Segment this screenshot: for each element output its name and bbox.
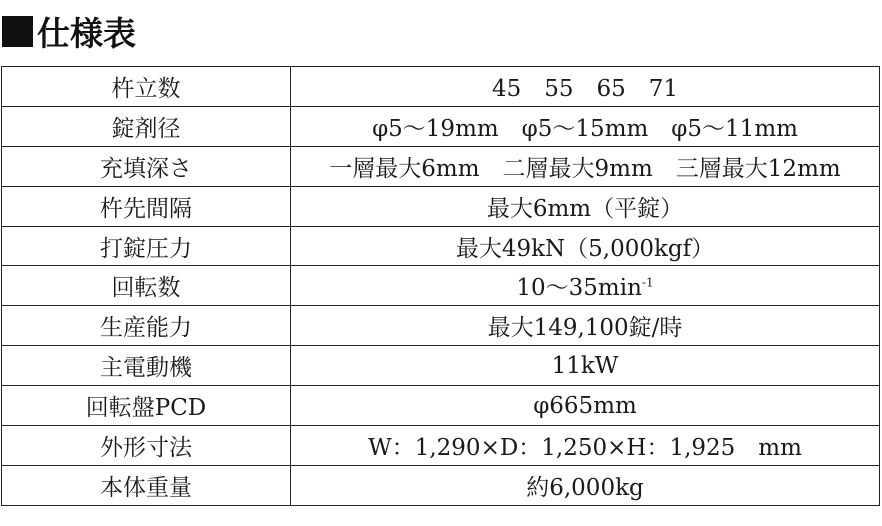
table-row (2, 266, 880, 306)
row-value: 45 55 65 71 (291, 67, 880, 107)
row-label: 回転盤PCD (2, 386, 291, 426)
table-row (2, 306, 880, 346)
row-label: 生産能力 (2, 306, 291, 346)
table-row (2, 426, 880, 466)
rotation-speed-exponent: -1 (641, 275, 654, 290)
row-value: 11kW (291, 346, 880, 386)
table-row (2, 346, 880, 386)
row-label: 錠剤径 (2, 106, 291, 146)
table-row (2, 226, 880, 266)
row-value (291, 266, 880, 306)
row-label: 杵立数 (2, 67, 291, 107)
table-row (2, 386, 880, 426)
row-label: 回転数 (2, 266, 291, 306)
table-row (2, 106, 880, 146)
rotation-speed-value: 10～35min (516, 275, 642, 302)
table-row (2, 465, 880, 505)
row-value: φ5～19mm φ5～15mm φ5～11mm (291, 106, 880, 146)
row-label: 打錠圧力 (2, 226, 291, 266)
row-value: 約6,000kg (291, 465, 880, 505)
row-label: 本体重量 (2, 465, 291, 505)
row-label: 外形寸法 (2, 426, 291, 466)
row-label: 主電動機 (2, 346, 291, 386)
row-value: 最大149,100錠/時 (291, 306, 880, 346)
row-value: 最大6mm（平錠） (291, 186, 880, 226)
row-value: W：1,290×D：1,250×H：1,925 mm (291, 426, 880, 466)
table-row (2, 67, 880, 107)
row-value: φ665mm (291, 386, 880, 426)
spec-table (1, 66, 880, 506)
row-label: 充填深さ (2, 146, 291, 186)
table-row (2, 146, 880, 186)
page-title-text: 仕様表 (37, 13, 136, 53)
page-title (2, 6, 136, 56)
row-value: 最大49kN（5,000kgf） (291, 226, 880, 266)
table-row (2, 186, 880, 226)
row-value: 一層最大6mm 二層最大9mm 三層最大12mm (291, 146, 880, 186)
row-label: 杵先間隔 (2, 186, 291, 226)
square-bullet-icon (2, 16, 33, 47)
